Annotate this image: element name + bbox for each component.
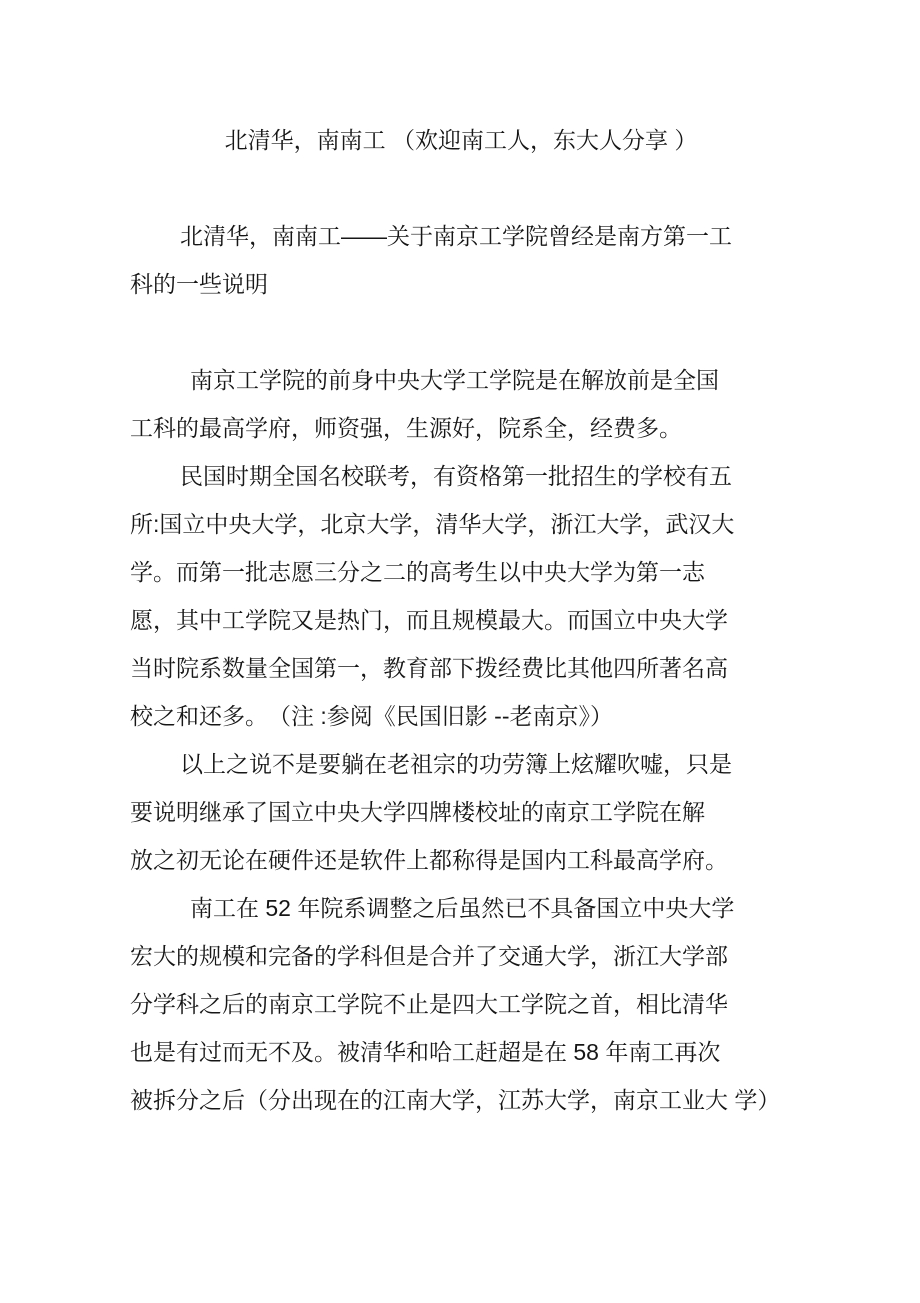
document-body <box>130 116 792 1124</box>
document-text-line: 被拆分之后（分出现在的江南大学，江苏大学，南京工业大 学） <box>130 1087 781 1113</box>
blank-line <box>130 308 792 356</box>
document-text-line: 放之初无论在硬件还是软件上都称得是国内工科最高学府。 <box>130 847 728 873</box>
document-text-line: 学。而第一批志愿三分之二的高考生以中央大学为第一志 <box>130 559 705 585</box>
document-text-line: 北清华，南南工——关于南京工学院曾经是南方第一工 <box>180 223 732 249</box>
document-text-line: 分学科之后的南京工学院不止是四大工学院之首，相比清华 <box>130 991 728 1017</box>
document-text-line: 宏大的规模和完备的学科但是合并了交通大学，浙江大学部 <box>130 943 728 969</box>
document-text-line: 工科的最高学府，师资强，生源好，院系全，经费多。 <box>130 415 682 441</box>
document-text-line: 科的一些说明 <box>130 271 268 297</box>
document-text-line: 以上之说不是要躺在老祖宗的功劳簿上炫耀吹嘘，只是 <box>180 751 732 777</box>
document-title: 北清华，南南工 （欢迎南工人，东大人分享 ） <box>224 127 698 153</box>
document-text-line: 校之和还多。 （注 :参阅《民国旧影 --老南京》） <box>130 703 613 729</box>
document-text-line: 愿，其中工学院又是热门，而且规模最大。而国立中央大学 <box>130 607 728 633</box>
document-text-line: 所:国立中央大学，北京大学，清华大学，浙江大学，武汉大 <box>130 511 735 537</box>
document-text-line: 南京工学院的前身中央大学工学院是在解放前是全国 <box>190 367 719 393</box>
document-text-line: 南工在 52 年院系调整之后虽然已不具备国立中央大学 <box>190 895 735 921</box>
document-text-line: 民国时期全国名校联考，有资格第一批招生的学校有五 <box>180 463 732 489</box>
document-text-line: 当时院系数量全国第一，教育部下拨经费比其他四所著名高 <box>130 655 728 681</box>
document-text-line: 要说明继承了国立中央大学四牌楼校址的南京工学院在解 <box>130 799 705 825</box>
document-text-line: 也是有过而无不及。被清华和哈工赶超是在 58 年南工再次 <box>130 1039 721 1065</box>
blank-line <box>130 164 792 212</box>
